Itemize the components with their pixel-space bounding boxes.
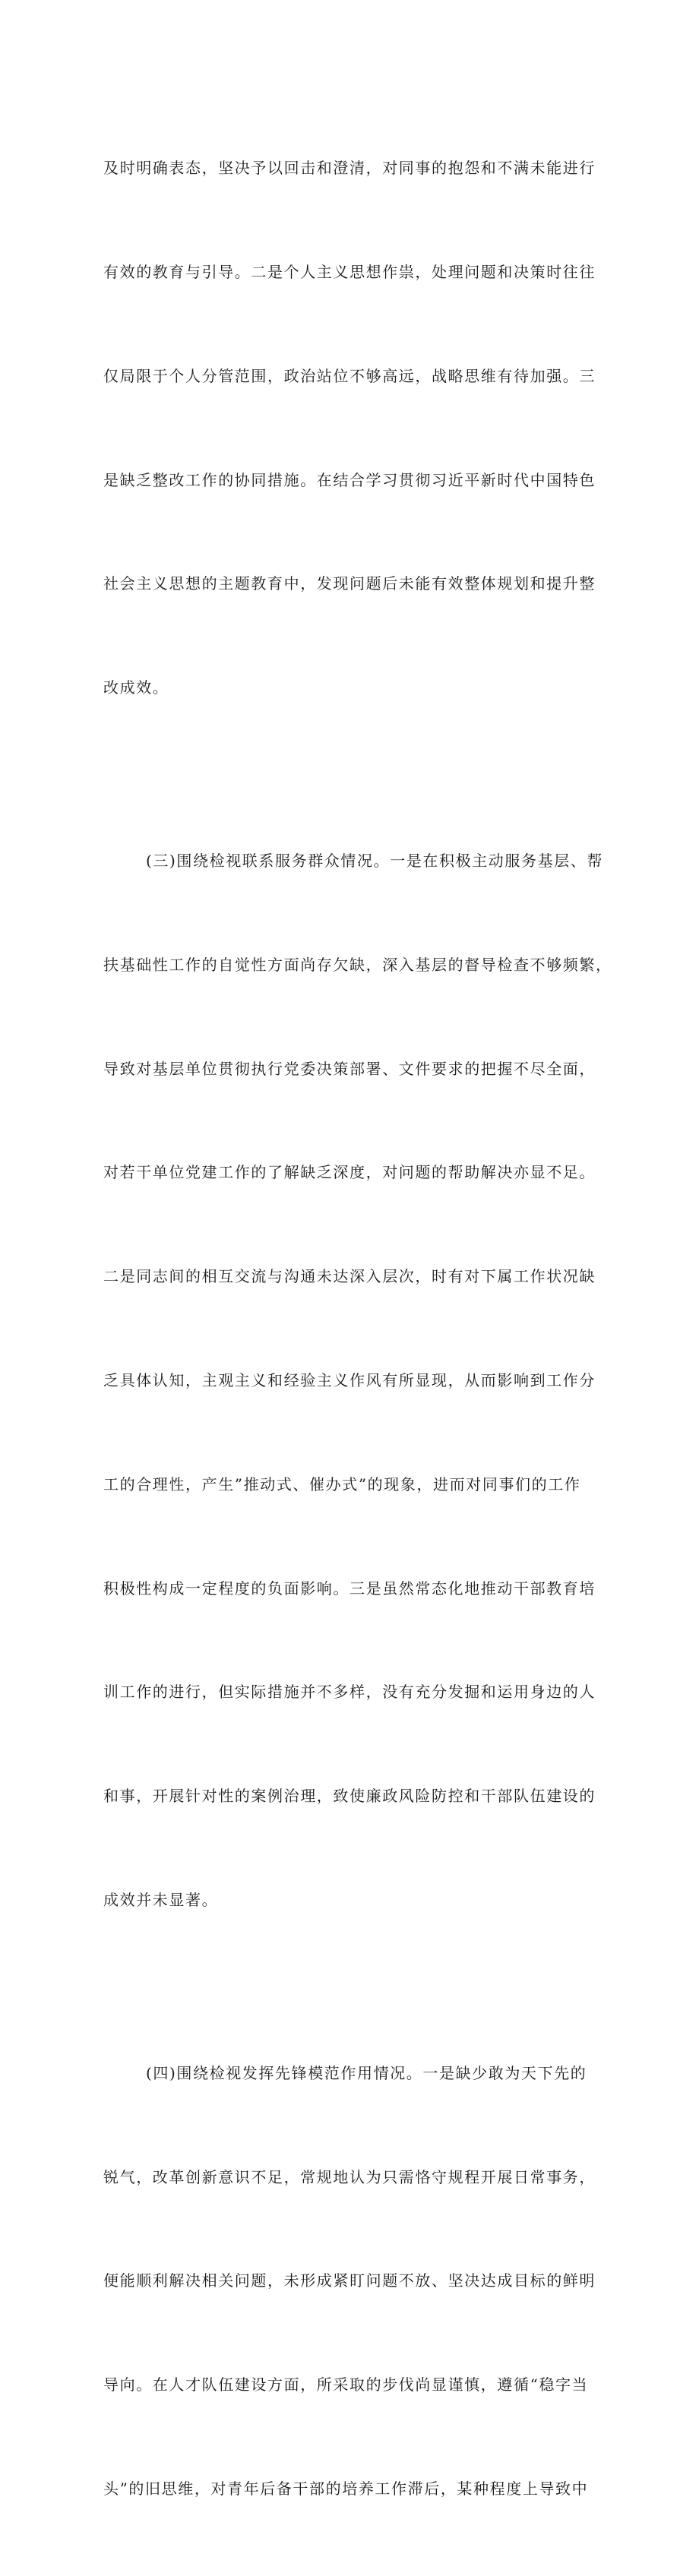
- paragraph-continuation: [103, 82, 605, 775]
- text-line: 成效并未显著。: [103, 1890, 219, 1909]
- text-line: 是缺乏整改工作的协同措施。在结合学习贯彻习近平新时代中国特色: [103, 470, 596, 489]
- paragraph-section-4: [103, 1987, 605, 2576]
- text-line: 二是同志间的相互交流与沟通未达深入层次，时有对下属工作状况缺: [103, 1267, 596, 1286]
- text-line: 训工作的进行，但实际措施并不多样，没有充分发掘和运用身边的人: [103, 1683, 596, 1702]
- text-line: (三)围绕检视联系服务群众情况。一是在积极主动服务基层、帮: [146, 852, 604, 871]
- document-body: [103, 82, 612, 2576]
- text-line: 导致对基层单位贯彻执行党委决策部署、文件要求的把握不尽全面，: [103, 1059, 596, 1078]
- text-line: 社会主义思想的主题教育中，发现问题后未能有效整体规划和提升整: [103, 574, 596, 593]
- paragraph-section-3: [103, 775, 612, 1987]
- text-line: 乏具体认知，主观主义和经验主义作风有所显现，从而影响到工作分: [103, 1370, 596, 1389]
- text-line: 及时明确表态，坚决予以回击和澄清，对同事的抱怨和不满未能进行: [103, 159, 596, 178]
- text-line: 扶基础性工作的自觉性方面尚存欠缺，深入基层的督导检查不够频繁，: [103, 955, 612, 974]
- text-line: (四)围绕检视发挥先锋模范作用情况。一是缺少敢为天下先的: [146, 2063, 587, 2082]
- text-line: 对若干单位党建工作的了解缺乏深度，对问题的帮助解决亦显不足。: [103, 1163, 596, 1182]
- text-line: 锐气，改革创新意识不足，常规地认为只需恪守规程开展日常事务，: [103, 2167, 596, 2186]
- text-line: 导向。在人才队伍建设方面，所采取的步伐尚显谨慎，遵循“稳字当: [103, 2375, 589, 2394]
- text-line: 改成效。: [103, 678, 169, 697]
- text-line: 积极性构成一定程度的负面影响。三是虽然常态化地推动干部教育培: [103, 1579, 596, 1598]
- text-line: 头”的旧思维，对青年后备干部的培养工作滞后，某种程度上导致中: [103, 2479, 589, 2498]
- text-line: 仅局限于个人分管范围，政治站位不够高远，战略思维有待加强。三: [103, 366, 596, 385]
- text-line: 便能顺利解决相关问题，未形成紧盯问题不放、坚决达成目标的鲜明: [103, 2271, 596, 2290]
- text-line: 和事，开展针对性的案例治理，致使廉政风险防控和干部队伍建设的: [103, 1787, 596, 1806]
- text-line: 有效的教育与引导。二是个人主义思想作祟，处理问题和决策时往往: [103, 262, 596, 281]
- text-line: 工的合理性，产生”推动式、催办式”的现象，进而对同事们的工作: [103, 1474, 581, 1493]
